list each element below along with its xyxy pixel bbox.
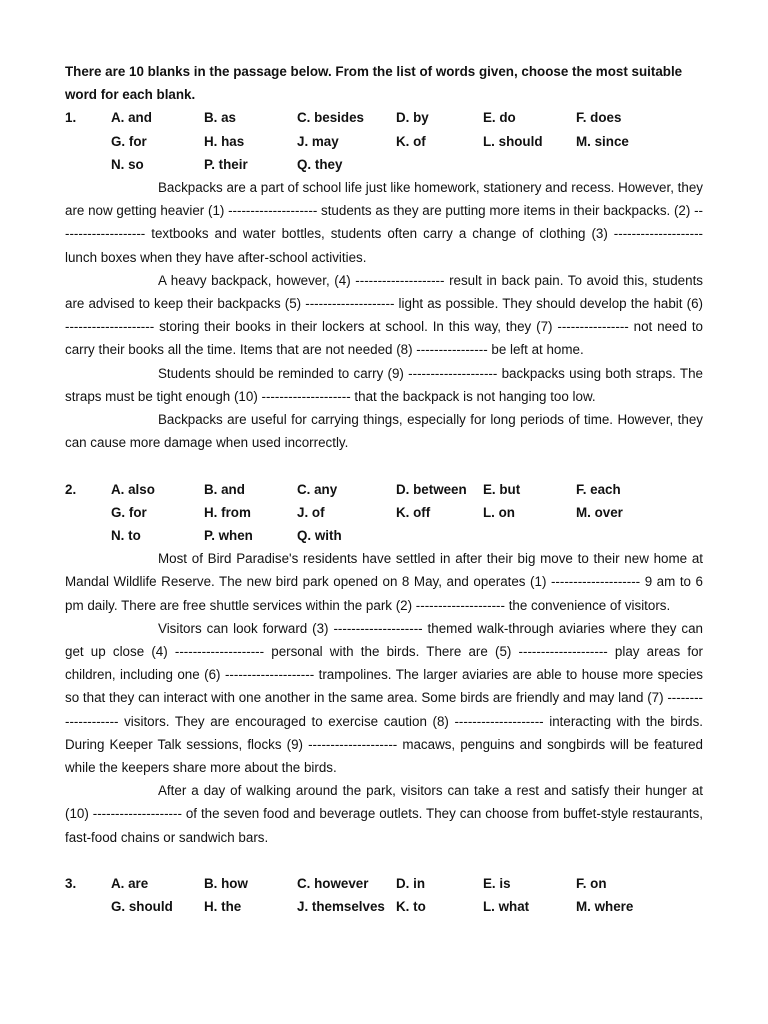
option-row bbox=[65, 153, 703, 176]
question-number: 1. bbox=[65, 110, 77, 126]
word-option: F. on bbox=[576, 875, 607, 891]
word-option: G. for bbox=[111, 133, 147, 149]
word-option: C. any bbox=[297, 481, 338, 497]
passage-paragraph: A heavy backpack, however, (4) -------------------- result in back pain. To avoid this, students are advised to keep their backpacks (5) -------------------- light as possible. They should develop the habit (6) -------------------- storing their books in their lockers at school. In this way, they (7) ---------------- not need to carry their books all the time. Items that are not needed (8) ---------------- be left at home. bbox=[65, 272, 703, 358]
word-option: D. between bbox=[396, 481, 467, 497]
question-number-spacer bbox=[65, 130, 111, 153]
question-number: 3. bbox=[65, 875, 77, 891]
question-3 bbox=[65, 872, 703, 918]
word-option: Q. with bbox=[297, 527, 342, 543]
word-option: J. of bbox=[297, 504, 325, 520]
word-option: E. but bbox=[483, 481, 521, 497]
question-number-spacer bbox=[65, 524, 111, 547]
word-option: C. besides bbox=[297, 110, 364, 126]
word-option: G. for bbox=[111, 504, 147, 520]
question-number: 2. bbox=[65, 481, 77, 497]
word-option: B. how bbox=[204, 875, 248, 891]
word-option: E. do bbox=[483, 110, 516, 126]
option-row bbox=[65, 130, 703, 153]
word-option: G. should bbox=[111, 899, 173, 915]
word-option bbox=[483, 153, 576, 176]
option-row bbox=[65, 478, 703, 501]
word-option: E. is bbox=[483, 875, 511, 891]
word-option: F. each bbox=[576, 481, 621, 497]
passage-paragraph: After a day of walking around the park, visitors can take a rest and satisfy their hunger at (10) -------------------- of the seven food and beverage outlets. They can choose from buffet-style restaurants, fast-food chains or sandwich bars. bbox=[65, 783, 703, 845]
word-option bbox=[576, 153, 666, 176]
passage-paragraph: Students should be reminded to carry (9) -------------------- backpacks using both straps. The straps must be tight enough (10) -------------------- that the backpack is not hanging too low. bbox=[65, 365, 703, 404]
word-option: M. where bbox=[576, 899, 634, 915]
word-option: B. as bbox=[204, 110, 237, 126]
word-option bbox=[396, 153, 483, 176]
word-option: P. their bbox=[204, 156, 248, 172]
question-list bbox=[65, 106, 703, 918]
word-option bbox=[576, 524, 666, 547]
word-option: M. since bbox=[576, 133, 629, 149]
word-option: Q. they bbox=[297, 156, 343, 172]
passage-paragraph: Most of Bird Paradise's residents have settled in after their big move to their new home at Mandal Wildlife Reserve. The new bird park opened on 8 May, and operates (1) -------------------- 9 am to 6 pm daily. There are free shuttle services within the park (2) -------------------- the convenience of visitors. bbox=[65, 551, 703, 613]
option-row bbox=[65, 524, 703, 547]
word-option: C. however bbox=[297, 875, 369, 891]
word-option: N. so bbox=[111, 156, 144, 172]
word-option: J. may bbox=[297, 133, 339, 149]
word-option: L. on bbox=[483, 504, 515, 520]
word-option: H. from bbox=[204, 504, 251, 520]
question-2 bbox=[65, 478, 703, 849]
word-option: K. of bbox=[396, 133, 426, 149]
word-option: L. what bbox=[483, 899, 530, 915]
word-option: N. to bbox=[111, 527, 141, 543]
word-option: H. the bbox=[204, 899, 242, 915]
word-option bbox=[483, 524, 576, 547]
section-gap bbox=[65, 849, 703, 872]
word-option: J. themselves bbox=[297, 899, 385, 915]
option-row bbox=[65, 106, 703, 129]
word-option: B. and bbox=[204, 481, 245, 497]
passage-paragraph: Backpacks are a part of school life just like homework, stationery and recess. However, they are now getting heavier (1) -------------------- students as they are putting more items in their backpacks. (2) -------------------- textbooks and water bottles, students often carry a change of clothing (3) -------------------- lunch boxes when they have after-school activities. bbox=[65, 179, 703, 265]
word-option: A. also bbox=[111, 481, 155, 497]
word-option bbox=[396, 524, 483, 547]
section-gap bbox=[65, 454, 703, 477]
instructions: There are 10 blanks in the passage below. From the list of words given, choose the most suitable word for each blank. bbox=[65, 64, 683, 103]
option-row bbox=[65, 895, 703, 918]
word-option: P. when bbox=[204, 527, 253, 543]
question-number-spacer bbox=[65, 501, 111, 524]
option-row bbox=[65, 872, 703, 895]
passage-paragraph: Backpacks are useful for carrying things, especially for long periods of time. However, they can cause more damage when used incorrectly. bbox=[65, 412, 703, 451]
word-option: L. should bbox=[483, 133, 543, 149]
question-number-spacer bbox=[65, 153, 111, 176]
question-1 bbox=[65, 106, 703, 454]
word-option: D. by bbox=[396, 110, 429, 126]
word-option: K. off bbox=[396, 504, 431, 520]
question-number-spacer bbox=[65, 895, 111, 918]
word-option: D. in bbox=[396, 875, 426, 891]
word-option: A. and bbox=[111, 110, 152, 126]
word-option: K. to bbox=[396, 899, 426, 915]
word-option: F. does bbox=[576, 110, 622, 126]
passage-paragraph: Visitors can look forward (3) -------------------- themed walk-through aviaries where they can get up close (4) -------------------- personal with the birds. There are (5) -------------------- play areas for children, including one (6) -------------------- trampolines. The larger aviaries are able to house more species so that they can interact with one another in the same area. Some birds are friendly and may land (7) -------------------- visitors. They are encouraged to exercise caution (8) -------------------- interacting with the birds. During Keeper Talk sessions, flocks (9) -------------------- macaws, penguins and songbirds will be featured while the keepers share more about the birds. bbox=[65, 620, 703, 775]
option-row bbox=[65, 501, 703, 524]
word-option: H. has bbox=[204, 133, 245, 149]
word-option: A. are bbox=[111, 875, 149, 891]
word-option: M. over bbox=[576, 504, 623, 520]
